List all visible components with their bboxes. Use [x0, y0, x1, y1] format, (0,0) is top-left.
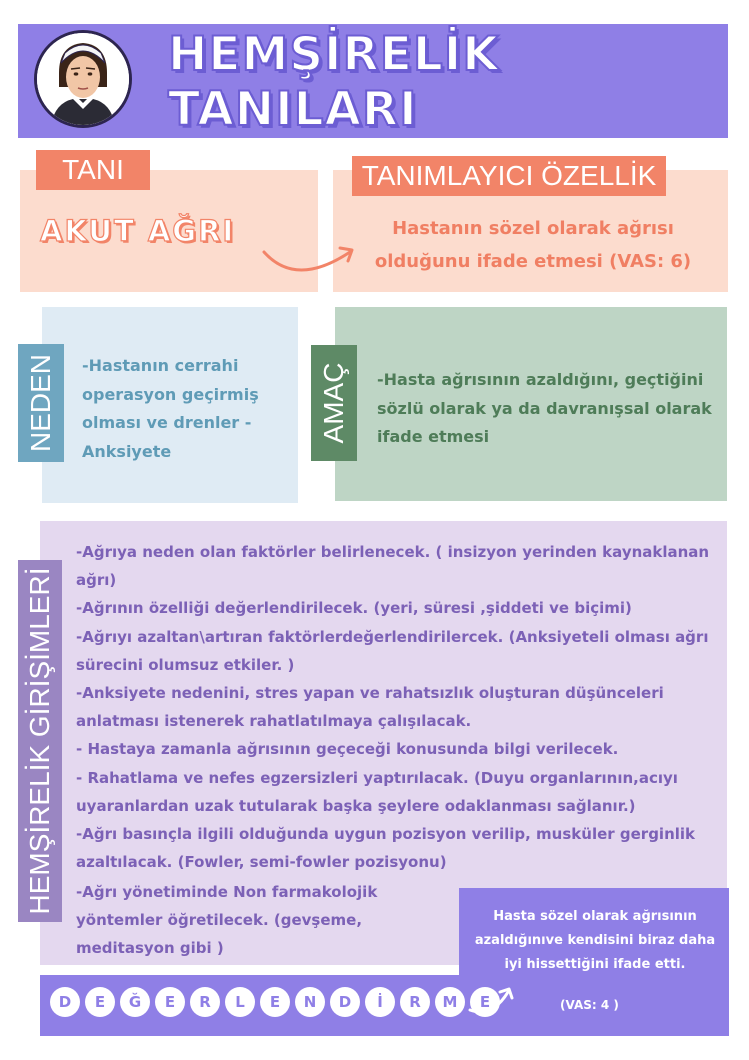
title-letter: D [50, 987, 80, 1017]
interventions-label [18, 560, 62, 922]
defining-characteristic-label: TANIMLAYICI ÖZELLİK [352, 156, 666, 196]
curved-arrow-icon [258, 230, 368, 285]
title-letter: L [225, 987, 255, 1017]
title-letter: R [190, 987, 220, 1017]
goal-label [311, 345, 357, 461]
interventions-list [76, 538, 722, 876]
title-letter: M [435, 987, 465, 1017]
cause-label [18, 344, 64, 462]
title-letter: E [260, 987, 290, 1017]
list-item: -Anksiyete nedenini, stres yapan ve rahatsızlık oluşturan düşünceleri anlatması istenerek rahatlatılmaya çalışılacak. [76, 684, 664, 731]
list-item: -Ağrıya neden olan faktörler belirlenecek. ( insizyon yerinden kaynaklanan ağrı) [76, 543, 710, 590]
title-letter: İ [365, 987, 395, 1017]
goal-label-text: AMAÇ [318, 362, 349, 444]
evaluation-text: Hasta sözel olarak ağrısının azaldığınıve kendisini biraz daha iyi hissettiğini ifade etti. [474, 909, 716, 972]
title-letter: D [330, 987, 360, 1017]
cause-label-text: NEDEN [25, 353, 56, 453]
nurse-portrait-avatar [34, 30, 132, 128]
list-item: - Rahatlama ve nefes egzersizleri yaptırılacak. (Duyu organlarının,acıyı uyaranlardan uzak tutularak başka şeylere odaklanması sağlanır.) [76, 768, 678, 815]
title-letter: R [400, 987, 430, 1017]
evaluation-title [50, 987, 500, 1017]
title-letter: Ğ [120, 987, 150, 1017]
defining-characteristic-text: Hastanın sözel olarak ağrısı olduğunu ifade etmesi (VAS: 6) [374, 218, 692, 272]
title-letter: N [295, 987, 325, 1017]
list-item: -Ağrının özelliği değerlendirilecek. (yeri, süresi ,şiddeti ve biçimi) [76, 599, 632, 618]
list-item: -Ağrı yönetiminde Non farmakolojik yöntemler öğretilecek. (gevşeme, meditasyon gibi ) [76, 883, 378, 958]
list-item: - Hastaya zamanla ağrısının geçeceği konusunda bilgi verilecek. [76, 740, 619, 759]
page-title: HEMŞİRELİK TANILARI [168, 27, 500, 137]
title-letter: E [470, 987, 500, 1017]
evaluation-vas-score: (VAS: 4 ) [560, 998, 619, 1012]
title-letter: E [155, 987, 185, 1017]
list-item: -Ağrı basınçla ilgili olduğunda uygun pozisyon verilip, musküler gerginlik azaltılacak. (Fowler, semi-fowler pozisyonu) [76, 825, 696, 872]
title-letter: E [85, 987, 115, 1017]
curved-arrow-icon [466, 980, 522, 1020]
diagnosis-label: TANI [36, 150, 150, 190]
interventions-label-text: HEMŞİRELİK GİRİŞİMLERİ [24, 567, 55, 915]
goal-text: -Hasta ağrısının azaldığını, geçtiğini sözlü olarak ya da davranışsal olarak ifade etmesi [377, 370, 712, 446]
cause-text: -Hastanın cerrahi operasyon geçirmiş olması ve drenler -Anksiyete [82, 356, 259, 461]
diagnosis-value: AKUT AĞRI [40, 214, 236, 248]
list-item: -Ağrıyı azaltan\artıran faktörlerdeğerlendirilercek. (Anksiyeteli olması ağrı sürecini olumsuz etkiler. ) [76, 627, 709, 674]
